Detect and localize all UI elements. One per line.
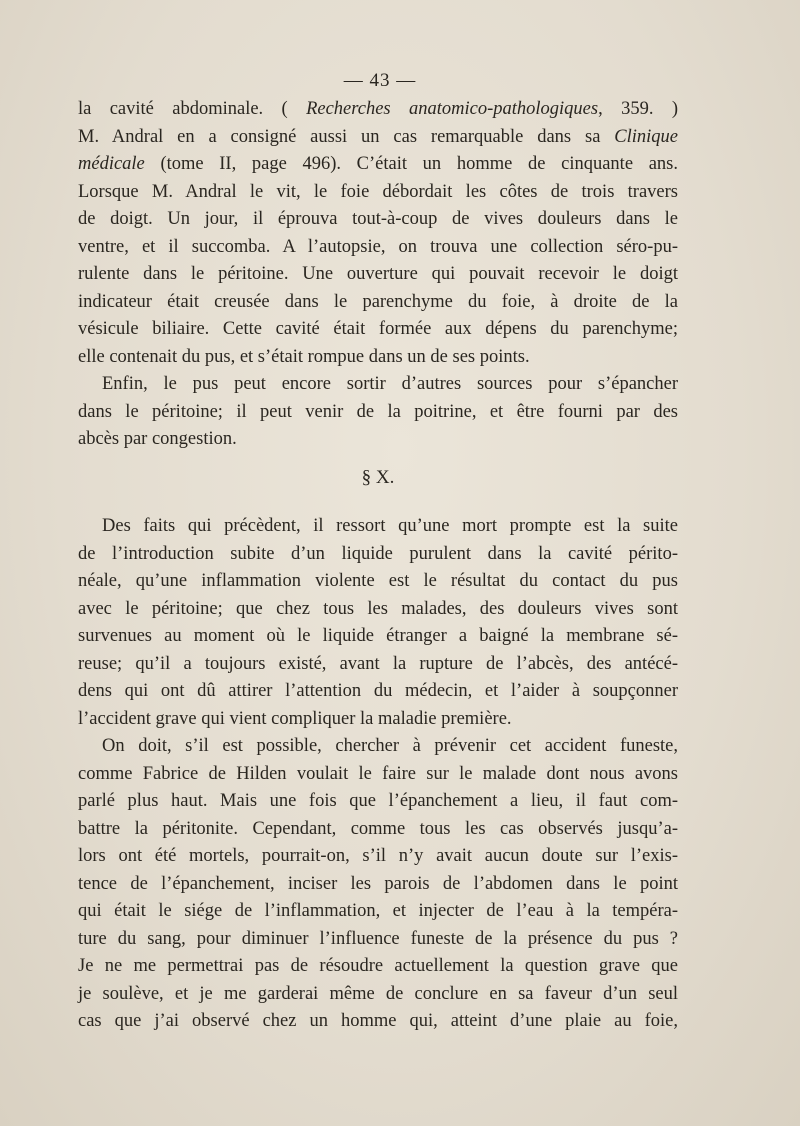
text-run: l’accident grave qui vient compliquer la maladie première. xyxy=(78,708,512,729)
text-run: reuse; qu’il a toujours existé, avant la rupture de l’abcès, des antécé- xyxy=(78,653,678,674)
text-line xyxy=(78,843,678,871)
text-line xyxy=(78,541,678,569)
body-text xyxy=(78,96,678,1036)
text-run: de doigt. Un jour, il éprouva tout-à-coup de vives douleurs dans le xyxy=(78,209,678,229)
text-run: cas que j’ai observé chez un homme qui, atteint d’une plaie au foie, xyxy=(78,1011,678,1031)
text-line xyxy=(78,651,678,679)
text-run: rulente dans le péritoine. Une ouverture qui pouvait recevoir le doigt xyxy=(78,264,678,284)
text-line xyxy=(78,261,678,289)
italic-text: Recherches anatomico-pathologiques xyxy=(306,99,599,119)
text-line xyxy=(78,926,678,954)
text-run: M. Andral en a consigné aussi un cas remarquable dans sa xyxy=(78,126,615,147)
text-run: ture du sang, pour diminuer l’influence funeste de la présence du pus ? xyxy=(78,928,678,949)
text-run: néale, qu’une inflammation violente est le résultat du contact du pus xyxy=(78,571,678,591)
text-line xyxy=(78,596,678,624)
text-run: Enfin, le pus peut encore sortir d’autres sources pour s’épancher xyxy=(102,374,678,394)
text-run: je soulève, et je me garderai même de conclure en sa faveur d’un seul xyxy=(78,983,678,1004)
text-run: lors ont été mortels, pourrait-on, s’il n’y avait aucun doute sur l’exis- xyxy=(78,846,678,866)
text-run: abcès par congestion. xyxy=(78,429,237,449)
text-line xyxy=(78,179,678,207)
text-line xyxy=(78,96,678,124)
text-line xyxy=(78,316,678,344)
text-line xyxy=(78,733,678,761)
text-run: dans le péritoine; il peut venir de la poitrine, et être fourni par des xyxy=(78,401,678,422)
text-line xyxy=(78,816,678,844)
text-line xyxy=(78,426,678,454)
text-run: Je ne me permettrai pas de résoudre actuellement la question grave que xyxy=(78,956,678,976)
text-line xyxy=(78,371,678,399)
text-line xyxy=(78,568,678,596)
text-run: de l’introduction subite d’un liquide purulent dans la cavité périto- xyxy=(78,543,678,564)
text-line xyxy=(78,344,678,372)
text-run: dens qui ont dû attirer l’attention du médecin, et l’aider à soupçonner xyxy=(78,681,678,701)
text-line xyxy=(78,898,678,926)
page-number: — 43 — xyxy=(343,70,417,91)
text-run: Des faits qui précèdent, il ressort qu’une mort prompte est la suite xyxy=(102,516,678,536)
section-heading xyxy=(78,464,678,492)
text-line xyxy=(78,1008,678,1036)
text-run: avec le péritoine; que chez tous les malades, des douleurs vives sont xyxy=(78,598,678,619)
text-run: , 359. ) xyxy=(598,99,678,119)
text-run: battre la péritonite. Cependant, comme tous les cas observés jusqu’a- xyxy=(78,818,678,839)
italic-text: Clinique xyxy=(614,126,678,147)
text-run: la cavité abdominale. ( xyxy=(78,99,307,119)
text-run: Lorsque M. Andral le vit, le foie débordait les côtes de trois travers xyxy=(78,181,678,202)
text-line xyxy=(78,151,678,179)
text-line xyxy=(78,124,678,152)
text-run: vésicule biliaire. Cette cavité était formée aux dépens du parenchyme; xyxy=(78,319,678,339)
text-run: § X. xyxy=(361,466,395,488)
text-line xyxy=(78,234,678,262)
text-line xyxy=(78,678,678,706)
text-run: elle contenait du pus, et s’était rompue dans un de ses points. xyxy=(78,346,530,367)
text-run: indicateur était creusée dans le parenchyme du foie, à droite de la xyxy=(78,291,678,312)
text-line xyxy=(78,981,678,1009)
text-line xyxy=(78,788,678,816)
text-run: tence de l’épanchement, inciser les parois de l’abdomen dans le point xyxy=(78,873,678,894)
italic-text: médicale xyxy=(78,154,145,174)
text-run: qui était le siége de l’inflammation, et injecter de l’eau à la tempéra- xyxy=(78,901,678,921)
text-run: parlé plus haut. Mais une fois que l’épanchement a lieu, il faut com- xyxy=(78,791,678,811)
text-line xyxy=(78,206,678,234)
text-line xyxy=(78,871,678,899)
text-run: comme Fabrice de Hilden voulait le faire sur le malade dont nous avons xyxy=(78,763,678,784)
text-line xyxy=(78,513,678,541)
text-run: On doit, s’il est possible, chercher à prévenir cet accident funeste, xyxy=(102,736,678,756)
text-run: (tome II, page 496). C’était un homme de cinquante ans. xyxy=(144,154,678,174)
text-line xyxy=(78,399,678,427)
text-run: ventre, et il succomba. A l’autopsie, on trouva une collection séro-pu- xyxy=(78,236,678,257)
text-line xyxy=(78,623,678,651)
text-line xyxy=(78,761,678,789)
text-run: survenues au moment où le liquide étranger a baigné la membrane sé- xyxy=(78,626,678,646)
text-line xyxy=(78,706,678,734)
text-line xyxy=(78,289,678,317)
text-line xyxy=(78,953,678,981)
